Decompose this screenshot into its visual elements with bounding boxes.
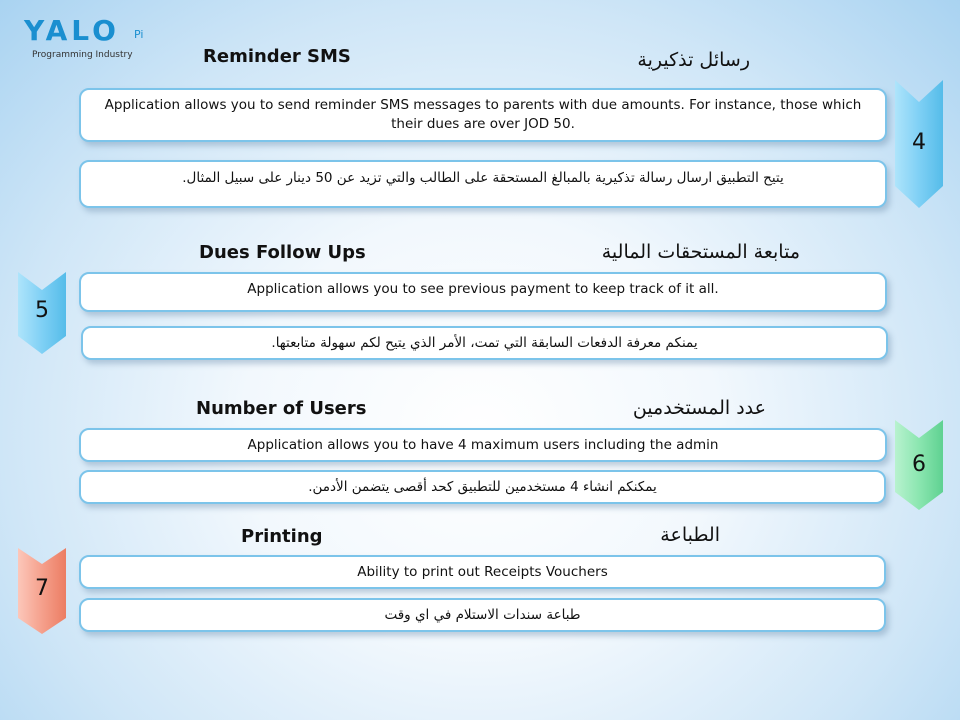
logo-pi: Pi — [134, 28, 144, 41]
section-7-text-ar: طباعة سندات الاستلام في اي وقت — [79, 598, 886, 632]
section-6-text-en: Application allows you to have 4 maximum users including the admin — [79, 428, 887, 462]
section-6-text-ar: يمكنكم انشاء 4 مستخدمين للتطبيق كحد أقصى يتضمن الأدمن. — [79, 470, 886, 504]
section-5-title-ar: متابعة المستحقات المالية — [601, 241, 800, 263]
section-5-number: 5 — [35, 298, 49, 323]
section-5-number-badge — [18, 272, 66, 354]
section-7-text-en: Ability to print out Receipts Vouchers — [79, 555, 886, 589]
section-4-text-ar: يتيح التطبيق ارسال رسالة تذكيرية بالمبالغ المستحقة على الطالب والتي تزيد عن 50 دينار على سبيل المثال. — [79, 160, 887, 208]
section-7-title-en: Printing — [241, 526, 323, 547]
section-7-title-ar: الطباعة — [660, 524, 720, 546]
section-5-text-en: Application allows you to see previous payment to keep track of it all. — [79, 272, 887, 312]
section-7-number: 7 — [35, 576, 49, 601]
section-6-number: 6 — [912, 452, 926, 477]
section-5-text-ar: يمنكم معرفة الدفعات السابقة التي تمت، الأمر الذي يتيح لكم سهولة متابعتها. — [81, 326, 888, 360]
section-6-title-ar: عدد المستخدمين — [632, 397, 766, 419]
section-6-title-en: Number of Users — [196, 398, 367, 419]
section-4-number-badge — [895, 80, 943, 208]
section-5-title-en: Dues Follow Ups — [199, 242, 366, 263]
logo-tagline: Programming Industry — [32, 50, 133, 60]
section-6-number-badge — [895, 420, 943, 510]
section-4-title-en: Reminder SMS — [203, 46, 351, 67]
logo-brand: YALO — [24, 14, 120, 47]
section-4-title-ar: رسائل تذكيرية — [637, 49, 750, 71]
section-4-number: 4 — [912, 130, 926, 155]
section-4-text-en: Application allows you to send reminder SMS messages to parents with due amounts. For instance, those which their dues are over JOD 50. — [79, 88, 887, 142]
section-7-number-badge — [18, 548, 66, 634]
yalo-logo — [24, 14, 184, 64]
